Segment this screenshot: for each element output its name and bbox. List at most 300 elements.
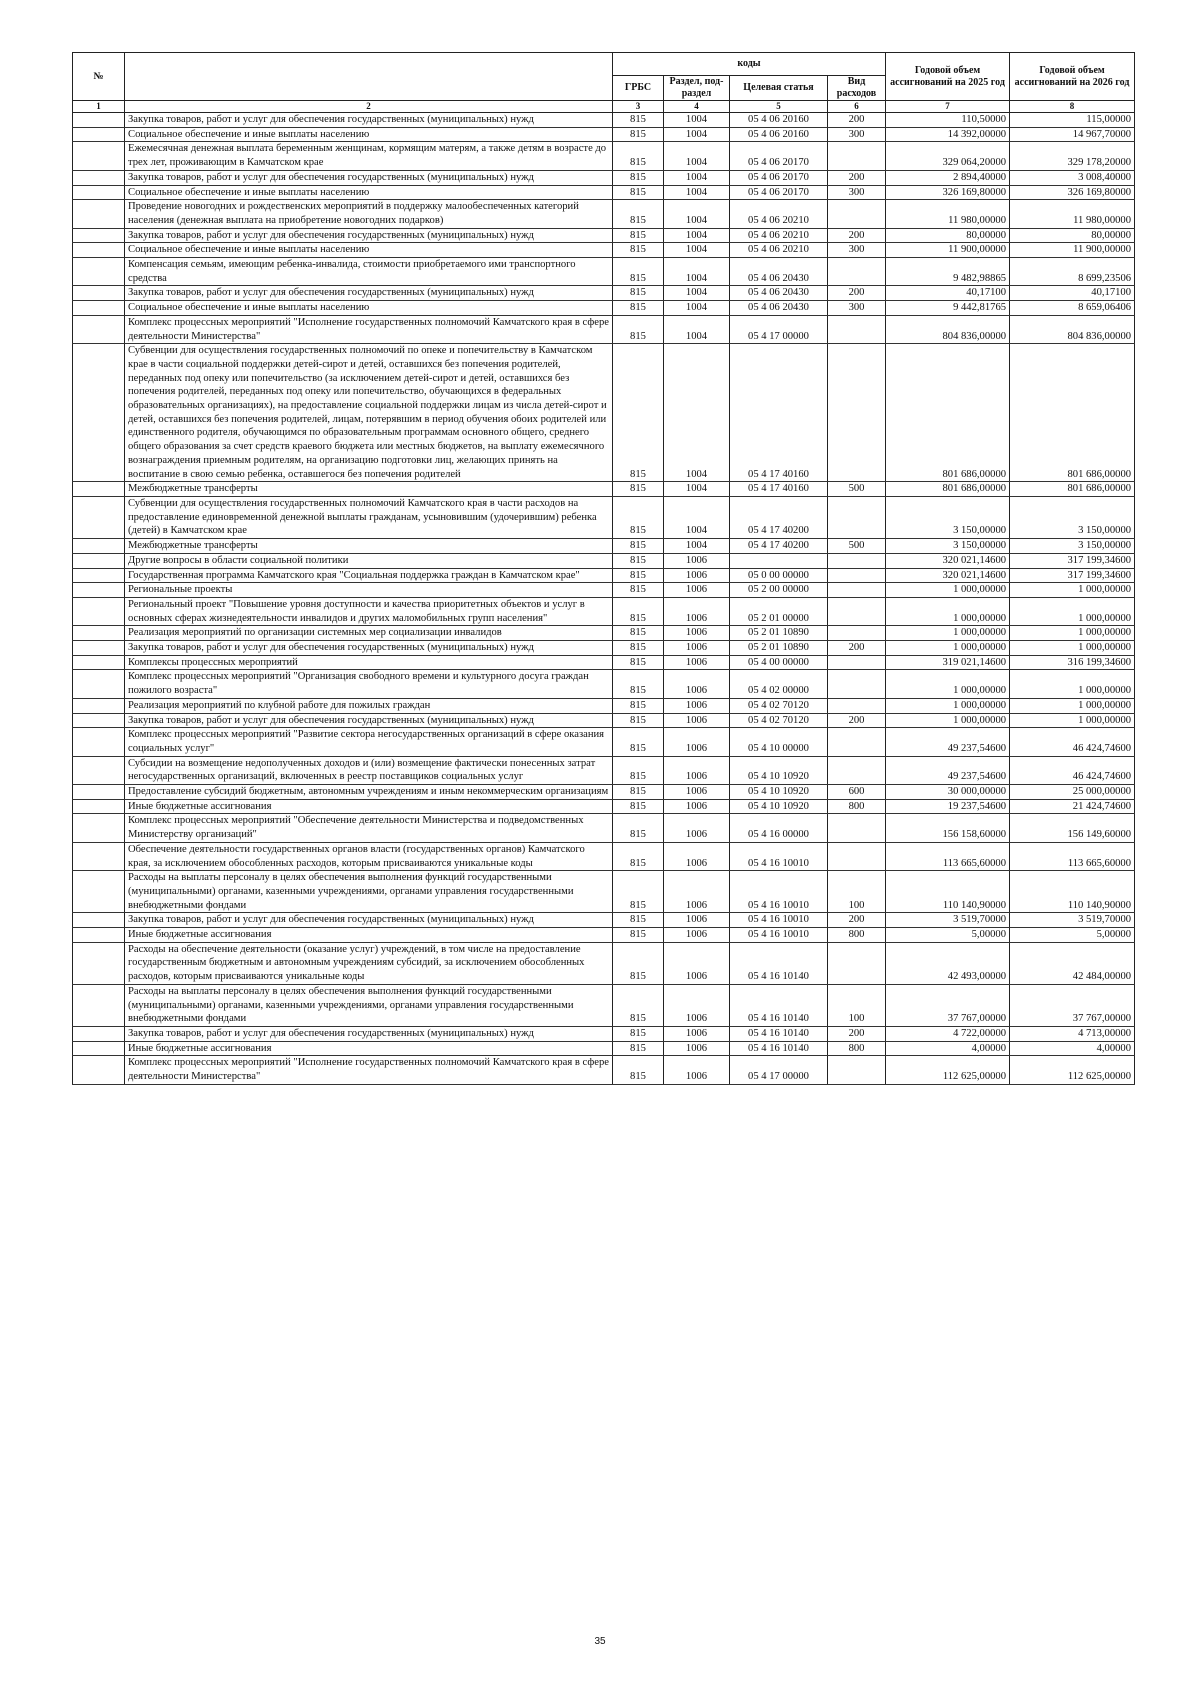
- expense-kind-cell: 600: [828, 785, 886, 800]
- expense-name-cell: Государственная программа Камчатского края "Социальная поддержка граждан в Камчатском крае": [125, 568, 613, 583]
- amount-2026-cell: 14 967,70000: [1010, 127, 1135, 142]
- section-cell: 1006: [664, 670, 730, 698]
- target-code-cell: 05 4 06 20210: [730, 243, 828, 258]
- expense-name-cell: Иные бюджетные ассигнования: [125, 1041, 613, 1056]
- row-number-cell: [73, 799, 125, 814]
- expense-kind-cell: 300: [828, 243, 886, 258]
- amount-2026-cell: 804 836,00000: [1010, 315, 1135, 343]
- amount-2025-cell: 5,00000: [886, 928, 1010, 943]
- table-row: [73, 728, 1135, 756]
- grbs-cell: 815: [613, 142, 664, 170]
- table-row: [73, 568, 1135, 583]
- section-cell: 1006: [664, 756, 730, 784]
- section-cell: 1006: [664, 984, 730, 1026]
- grbs-cell: 815: [613, 200, 664, 228]
- target-code-cell: 05 4 10 10920: [730, 756, 828, 784]
- grbs-cell: 815: [613, 785, 664, 800]
- expense-kind-cell: [828, 258, 886, 286]
- section-cell: 1006: [664, 814, 730, 842]
- row-number-cell: [73, 286, 125, 301]
- amount-2026-cell: 46 424,74600: [1010, 756, 1135, 784]
- amount-2025-cell: 80,00000: [886, 228, 1010, 243]
- row-number-cell: [73, 142, 125, 170]
- row-number-cell: [73, 871, 125, 913]
- amount-2025-cell: 49 237,54600: [886, 756, 1010, 784]
- row-number-cell: [73, 200, 125, 228]
- row-number-cell: [73, 496, 125, 538]
- amount-2026-cell: 316 199,34600: [1010, 655, 1135, 670]
- amount-2025-cell: 9 442,81765: [886, 301, 1010, 316]
- target-code-cell: 05 4 16 10140: [730, 1041, 828, 1056]
- section-cell: 1004: [664, 200, 730, 228]
- row-number-cell: [73, 170, 125, 185]
- target-code-cell: 05 4 16 10010: [730, 928, 828, 943]
- expense-name-cell: Комплекс процессных мероприятий "Развитие сектора негосударственных организаций в сфере оказания социальных услуг": [125, 728, 613, 756]
- table-row: [73, 913, 1135, 928]
- section-cell: 1004: [664, 243, 730, 258]
- amount-2025-cell: 9 482,98865: [886, 258, 1010, 286]
- row-number-cell: [73, 1056, 125, 1084]
- amount-2026-cell: 801 686,00000: [1010, 344, 1135, 482]
- section-cell: 1006: [664, 942, 730, 984]
- amount-2026-cell: 1 000,00000: [1010, 597, 1135, 625]
- budget-sheet: [72, 52, 1134, 1085]
- expense-name-cell: Региональные проекты: [125, 583, 613, 598]
- table-row: [73, 942, 1135, 984]
- header-section: Раздел, под-раздел: [664, 76, 730, 101]
- amount-2025-cell: 320 021,14600: [886, 568, 1010, 583]
- row-number-cell: [73, 928, 125, 943]
- target-code-cell: 05 4 06 20170: [730, 185, 828, 200]
- target-code-cell: 05 4 06 20430: [730, 301, 828, 316]
- expense-name-cell: Иные бюджетные ассигнования: [125, 799, 613, 814]
- grbs-cell: 815: [613, 728, 664, 756]
- amount-2026-cell: 11 980,00000: [1010, 200, 1135, 228]
- expense-name-cell: Обеспечение деятельности государственных органов власти (государственных органов) Камчатского края, за исключением обособленных расходов, которым присваиваются уникальные коды: [125, 842, 613, 870]
- amount-2025-cell: 11 900,00000: [886, 243, 1010, 258]
- row-number-cell: [73, 301, 125, 316]
- expense-kind-cell: [828, 583, 886, 598]
- expense-kind-cell: 200: [828, 113, 886, 128]
- expense-kind-cell: 300: [828, 185, 886, 200]
- amount-2026-cell: 3 519,70000: [1010, 913, 1135, 928]
- amount-2026-cell: 1 000,00000: [1010, 698, 1135, 713]
- table-row: [73, 799, 1135, 814]
- amount-2025-cell: 319 021,14600: [886, 655, 1010, 670]
- column-index-row: [73, 101, 1135, 113]
- amount-2025-cell: 1 000,00000: [886, 713, 1010, 728]
- target-code-cell: 05 4 06 20160: [730, 113, 828, 128]
- grbs-cell: 815: [613, 871, 664, 913]
- page-number: 35: [594, 1636, 606, 1647]
- column-index: 8: [1010, 101, 1135, 113]
- table-row: [73, 928, 1135, 943]
- expense-kind-cell: 200: [828, 286, 886, 301]
- section-cell: 1006: [664, 641, 730, 656]
- column-index: 2: [125, 101, 613, 113]
- header-2025: Годовой объем ассигнований на 2025 год: [886, 53, 1010, 101]
- grbs-cell: 815: [613, 315, 664, 343]
- grbs-cell: 815: [613, 626, 664, 641]
- expense-name-cell: Региональный проект "Повышение уровня доступности и качества приоритетных объектов и услуг в основных сферах жизнедеятельности инвалидов и других маломобильных групп населения": [125, 597, 613, 625]
- target-code-cell: 05 4 17 40200: [730, 539, 828, 554]
- expense-kind-cell: [828, 728, 886, 756]
- table-row: [73, 583, 1135, 598]
- amount-2025-cell: 326 169,80000: [886, 185, 1010, 200]
- table-row: [73, 200, 1135, 228]
- amount-2025-cell: 320 021,14600: [886, 553, 1010, 568]
- grbs-cell: 815: [613, 913, 664, 928]
- expense-kind-cell: 800: [828, 799, 886, 814]
- expense-name-cell: Межбюджетные трансферты: [125, 539, 613, 554]
- expense-kind-cell: [828, 942, 886, 984]
- amount-2025-cell: 1 000,00000: [886, 698, 1010, 713]
- grbs-cell: 815: [613, 243, 664, 258]
- amount-2026-cell: 326 169,80000: [1010, 185, 1135, 200]
- grbs-cell: 815: [613, 583, 664, 598]
- expense-kind-cell: [828, 200, 886, 228]
- expense-name-cell: Закупка товаров, работ и услуг для обеспечения государственных (муниципальных) нужд: [125, 913, 613, 928]
- amount-2025-cell: 42 493,00000: [886, 942, 1010, 984]
- section-cell: 1006: [664, 871, 730, 913]
- amount-2025-cell: 4,00000: [886, 1041, 1010, 1056]
- amount-2025-cell: 112 625,00000: [886, 1056, 1010, 1084]
- section-cell: 1006: [664, 713, 730, 728]
- section-cell: 1006: [664, 842, 730, 870]
- amount-2026-cell: 1 000,00000: [1010, 641, 1135, 656]
- target-code-cell: 05 4 00 00000: [730, 655, 828, 670]
- row-number-cell: [73, 243, 125, 258]
- row-number-cell: [73, 728, 125, 756]
- target-code-cell: 05 4 17 00000: [730, 315, 828, 343]
- header-name: [125, 53, 613, 101]
- section-cell: 1006: [664, 597, 730, 625]
- grbs-cell: 815: [613, 1027, 664, 1042]
- amount-2026-cell: 42 484,00000: [1010, 942, 1135, 984]
- amount-2025-cell: 19 237,54600: [886, 799, 1010, 814]
- expense-name-cell: Ежемесячная денежная выплата беременным женщинам, кормящим матерям, а также детям в возрасте до трех лет, проживающим в Камчатском крае: [125, 142, 613, 170]
- table-row: [73, 286, 1135, 301]
- amount-2025-cell: 156 158,60000: [886, 814, 1010, 842]
- section-cell: 1006: [664, 785, 730, 800]
- section-cell: 1004: [664, 185, 730, 200]
- target-code-cell: 05 4 17 40160: [730, 344, 828, 482]
- table-row: [73, 127, 1135, 142]
- row-number-cell: [73, 1041, 125, 1056]
- expense-kind-cell: 800: [828, 928, 886, 943]
- grbs-cell: 815: [613, 928, 664, 943]
- amount-2026-cell: 317 199,34600: [1010, 568, 1135, 583]
- grbs-cell: 815: [613, 258, 664, 286]
- row-number-cell: [73, 1027, 125, 1042]
- grbs-cell: 815: [613, 286, 664, 301]
- expense-name-cell: Комплекс процессных мероприятий "Исполнение государственных полномочий Камчатского края в сфере деятельности Министерства": [125, 1056, 613, 1084]
- row-number-cell: [73, 113, 125, 128]
- target-code-cell: 05 2 01 00000: [730, 597, 828, 625]
- grbs-cell: 815: [613, 228, 664, 243]
- amount-2026-cell: 80,00000: [1010, 228, 1135, 243]
- table-row: [73, 185, 1135, 200]
- section-cell: 1004: [664, 286, 730, 301]
- target-code-cell: 05 4 06 20160: [730, 127, 828, 142]
- expense-kind-cell: 200: [828, 1027, 886, 1042]
- table-row: [73, 553, 1135, 568]
- expense-kind-cell: [828, 568, 886, 583]
- expense-name-cell: Закупка товаров, работ и услуг для обеспечения государственных (муниципальных) нужд: [125, 228, 613, 243]
- amount-2026-cell: 329 178,20000: [1010, 142, 1135, 170]
- table-row: [73, 641, 1135, 656]
- expense-name-cell: Комплекс процессных мероприятий "Исполнение государственных полномочий Камчатского края в сфере деятельности Министерства": [125, 315, 613, 343]
- row-number-cell: [73, 713, 125, 728]
- table-row: [73, 1056, 1135, 1084]
- expense-kind-cell: [828, 655, 886, 670]
- row-number-cell: [73, 814, 125, 842]
- target-code-cell: 05 4 17 00000: [730, 1056, 828, 1084]
- amount-2026-cell: 4 713,00000: [1010, 1027, 1135, 1042]
- amount-2026-cell: 1 000,00000: [1010, 626, 1135, 641]
- grbs-cell: 815: [613, 814, 664, 842]
- table-row: [73, 482, 1135, 497]
- amount-2026-cell: 110 140,90000: [1010, 871, 1135, 913]
- target-code-cell: 05 4 06 20170: [730, 142, 828, 170]
- expense-kind-cell: 200: [828, 170, 886, 185]
- section-cell: 1006: [664, 1056, 730, 1084]
- amount-2025-cell: 804 836,00000: [886, 315, 1010, 343]
- table-row: [73, 113, 1135, 128]
- expense-kind-cell: [828, 496, 886, 538]
- expense-kind-cell: [828, 315, 886, 343]
- expense-kind-cell: [828, 698, 886, 713]
- amount-2025-cell: 3 150,00000: [886, 496, 1010, 538]
- amount-2026-cell: 1 000,00000: [1010, 583, 1135, 598]
- grbs-cell: 815: [613, 641, 664, 656]
- amount-2025-cell: 37 767,00000: [886, 984, 1010, 1026]
- grbs-cell: 815: [613, 127, 664, 142]
- target-code-cell: 05 4 06 20210: [730, 228, 828, 243]
- row-number-cell: [73, 258, 125, 286]
- expense-kind-cell: 200: [828, 228, 886, 243]
- grbs-cell: 815: [613, 756, 664, 784]
- section-cell: 1006: [664, 568, 730, 583]
- section-cell: 1004: [664, 482, 730, 497]
- grbs-cell: 815: [613, 942, 664, 984]
- amount-2025-cell: 11 980,00000: [886, 200, 1010, 228]
- table-row: [73, 1027, 1135, 1042]
- section-cell: 1004: [664, 496, 730, 538]
- expense-name-cell: Комплекс процессных мероприятий "Организация свободного времени и культурного досуга граждан пожилого возраста": [125, 670, 613, 698]
- expense-kind-cell: 300: [828, 127, 886, 142]
- expense-kind-cell: [828, 344, 886, 482]
- header-target: Целевая статья: [730, 76, 828, 101]
- row-number-cell: [73, 785, 125, 800]
- expense-kind-cell: 100: [828, 984, 886, 1026]
- expense-name-cell: Закупка товаров, работ и услуг для обеспечения государственных (муниципальных) нужд: [125, 1027, 613, 1042]
- expense-name-cell: Социальное обеспечение и иные выплаты населению: [125, 243, 613, 258]
- section-cell: 1004: [664, 301, 730, 316]
- section-cell: 1004: [664, 113, 730, 128]
- expense-name-cell: Закупка товаров, работ и услуг для обеспечения государственных (муниципальных) нужд: [125, 113, 613, 128]
- expense-name-cell: Реализация мероприятий по организации системных мер социализации инвалидов: [125, 626, 613, 641]
- table-row: [73, 670, 1135, 698]
- grbs-cell: 815: [613, 799, 664, 814]
- expense-kind-cell: [828, 814, 886, 842]
- target-code-cell: 05 4 16 10010: [730, 871, 828, 913]
- amount-2026-cell: 3 008,40000: [1010, 170, 1135, 185]
- expense-kind-cell: [828, 142, 886, 170]
- table-row: [73, 344, 1135, 482]
- amount-2025-cell: 1 000,00000: [886, 597, 1010, 625]
- table-row: [73, 871, 1135, 913]
- expense-kind-cell: [828, 842, 886, 870]
- expense-name-cell: Межбюджетные трансферты: [125, 482, 613, 497]
- table-row: [73, 539, 1135, 554]
- grbs-cell: 815: [613, 655, 664, 670]
- section-cell: 1006: [664, 626, 730, 641]
- table-row: [73, 713, 1135, 728]
- row-number-cell: [73, 482, 125, 497]
- grbs-cell: 815: [613, 1056, 664, 1084]
- amount-2026-cell: 3 150,00000: [1010, 496, 1135, 538]
- target-code-cell: 05 2 01 10890: [730, 626, 828, 641]
- grbs-cell: 815: [613, 185, 664, 200]
- section-cell: 1006: [664, 553, 730, 568]
- section-cell: 1004: [664, 142, 730, 170]
- column-index: 6: [828, 101, 886, 113]
- row-number-cell: [73, 539, 125, 554]
- grbs-cell: 815: [613, 496, 664, 538]
- section-cell: 1006: [664, 1027, 730, 1042]
- grbs-cell: 815: [613, 553, 664, 568]
- table-row: [73, 785, 1135, 800]
- target-code-cell: 05 4 06 20430: [730, 258, 828, 286]
- header-kind: Вид расходов: [828, 76, 886, 101]
- amount-2026-cell: 113 665,60000: [1010, 842, 1135, 870]
- expense-name-cell: Субсидии на возмещение недополученных доходов и (или) возмещение фактически понесенных затрат негосударственных организаций, включенных в реестр поставщиков социальных услуг: [125, 756, 613, 784]
- row-number-cell: [73, 984, 125, 1026]
- expense-kind-cell: [828, 597, 886, 625]
- section-cell: 1004: [664, 539, 730, 554]
- expense-kind-cell: 500: [828, 482, 886, 497]
- amount-2026-cell: 5,00000: [1010, 928, 1135, 943]
- amount-2026-cell: 8 659,06406: [1010, 301, 1135, 316]
- table-row: [73, 655, 1135, 670]
- column-index: 1: [73, 101, 125, 113]
- table-row: [73, 698, 1135, 713]
- section-cell: 1006: [664, 928, 730, 943]
- amount-2025-cell: 30 000,00000: [886, 785, 1010, 800]
- section-cell: 1006: [664, 583, 730, 598]
- grbs-cell: 815: [613, 670, 664, 698]
- section-cell: 1006: [664, 655, 730, 670]
- expense-kind-cell: 800: [828, 1041, 886, 1056]
- amount-2026-cell: 40,17100: [1010, 286, 1135, 301]
- amount-2026-cell: 1 000,00000: [1010, 670, 1135, 698]
- grbs-cell: 815: [613, 301, 664, 316]
- amount-2026-cell: 317 199,34600: [1010, 553, 1135, 568]
- grbs-cell: 815: [613, 344, 664, 482]
- section-cell: 1004: [664, 127, 730, 142]
- row-number-cell: [73, 641, 125, 656]
- row-number-cell: [73, 553, 125, 568]
- target-code-cell: 05 2 01 10890: [730, 641, 828, 656]
- section-cell: 1006: [664, 1041, 730, 1056]
- column-index: 3: [613, 101, 664, 113]
- table-row: [73, 984, 1135, 1026]
- target-code-cell: 05 4 17 40160: [730, 482, 828, 497]
- section-cell: 1006: [664, 698, 730, 713]
- expense-name-cell: Комплекс процессных мероприятий "Обеспечение деятельности Министерства и подведомственных Министерству организаций": [125, 814, 613, 842]
- row-number-cell: [73, 568, 125, 583]
- amount-2026-cell: 3 150,00000: [1010, 539, 1135, 554]
- section-cell: 1004: [664, 344, 730, 482]
- expense-name-cell: Закупка товаров, работ и услуг для обеспечения государственных (муниципальных) нужд: [125, 170, 613, 185]
- target-code-cell: 05 4 16 10010: [730, 913, 828, 928]
- target-code-cell: 05 4 02 70120: [730, 698, 828, 713]
- expense-name-cell: Закупка товаров, работ и услуг для обеспечения государственных (муниципальных) нужд: [125, 641, 613, 656]
- budget-table: [72, 52, 1135, 1085]
- amount-2025-cell: 113 665,60000: [886, 842, 1010, 870]
- target-code-cell: 05 4 16 10140: [730, 942, 828, 984]
- amount-2025-cell: 40,17100: [886, 286, 1010, 301]
- amount-2025-cell: 1 000,00000: [886, 670, 1010, 698]
- expense-name-cell: Расходы на выплаты персоналу в целях обеспечения выполнения функций государственными (муниципальными) органами, казенными учреждениями, органами управления государственными внебюджетными фондами: [125, 984, 613, 1026]
- section-cell: 1004: [664, 228, 730, 243]
- expense-name-cell: Закупка товаров, работ и услуг для обеспечения государственных (муниципальных) нужд: [125, 286, 613, 301]
- target-code-cell: 05 4 17 40200: [730, 496, 828, 538]
- table-row: [73, 258, 1135, 286]
- row-number-cell: [73, 913, 125, 928]
- target-code-cell: 05 4 06 20170: [730, 170, 828, 185]
- target-code-cell: 05 4 02 00000: [730, 670, 828, 698]
- expense-name-cell: Расходы на выплаты персоналу в целях обеспечения выполнения функций государственными (муниципальными) органами, казенными учреждениями, органами управления государственными внебюджетными фондами: [125, 871, 613, 913]
- row-number-cell: [73, 583, 125, 598]
- amount-2025-cell: 3 150,00000: [886, 539, 1010, 554]
- amount-2025-cell: 801 686,00000: [886, 482, 1010, 497]
- table-row: [73, 756, 1135, 784]
- amount-2026-cell: 37 767,00000: [1010, 984, 1135, 1026]
- amount-2025-cell: 110,50000: [886, 113, 1010, 128]
- expense-name-cell: Иные бюджетные ассигнования: [125, 928, 613, 943]
- expense-name-cell: Расходы на обеспечение деятельности (оказание услуг) учреждений, в том числе на предоставление государственным бюджетным и автономным учреждениям субсидий, за исключением обособленных расходов, которым присваиваются уникальные коды: [125, 942, 613, 984]
- amount-2025-cell: 2 894,40000: [886, 170, 1010, 185]
- row-number-cell: [73, 626, 125, 641]
- target-code-cell: 05 4 06 20210: [730, 200, 828, 228]
- grbs-cell: 815: [613, 597, 664, 625]
- header-codes: коды: [613, 53, 886, 76]
- amount-2026-cell: 8 699,23506: [1010, 258, 1135, 286]
- expense-kind-cell: 500: [828, 539, 886, 554]
- target-code-cell: 05 4 16 10140: [730, 984, 828, 1026]
- table-row: [73, 301, 1135, 316]
- table-row: [73, 1041, 1135, 1056]
- expense-kind-cell: [828, 756, 886, 784]
- row-number-cell: [73, 655, 125, 670]
- expense-kind-cell: [828, 670, 886, 698]
- amount-2025-cell: 4 722,00000: [886, 1027, 1010, 1042]
- target-code-cell: 05 4 02 70120: [730, 713, 828, 728]
- table-row: [73, 228, 1135, 243]
- expense-kind-cell: [828, 1056, 886, 1084]
- table-body: [73, 113, 1135, 1085]
- table-row: [73, 142, 1135, 170]
- expense-kind-cell: 200: [828, 713, 886, 728]
- table-row: [73, 170, 1135, 185]
- expense-name-cell: Компенсация семьям, имеющим ребенка-инвалида, стоимости приобретаемого ими транспортного средства: [125, 258, 613, 286]
- section-cell: 1004: [664, 258, 730, 286]
- grbs-cell: 815: [613, 698, 664, 713]
- expense-name-cell: Социальное обеспечение и иные выплаты населению: [125, 301, 613, 316]
- expense-kind-cell: 100: [828, 871, 886, 913]
